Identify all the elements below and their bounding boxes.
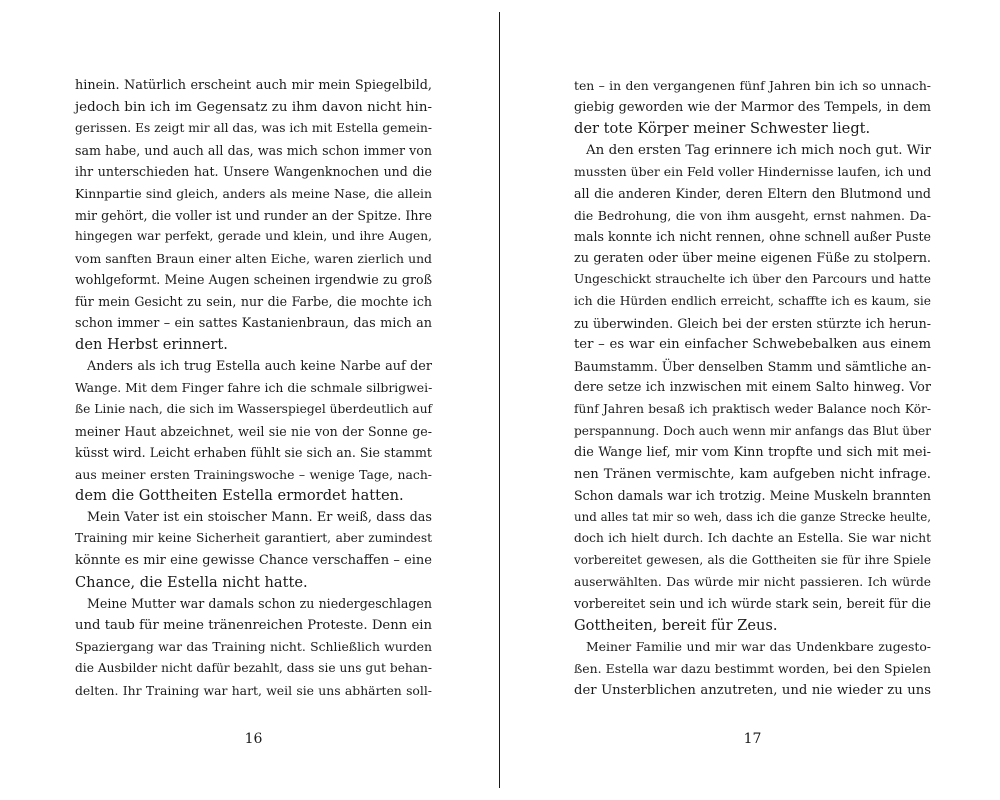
text-line: könnte es mir eine gewisse Chance verschaffen – eine [75, 553, 432, 569]
text-line: vorbereitet gewesen, als die Gottheiten sie für ihre Spiele [574, 553, 931, 568]
text-line: mussten über ein Feld voller Hindernisse laufen, ich und [574, 164, 932, 180]
text-line: dem die Gottheiten Estella ermordet hatten. [75, 487, 404, 505]
text-line: aus meiner ersten Trainingswoche – wenige Tage, nach- [75, 466, 432, 482]
text-line: den Herbst erinnert. [75, 336, 228, 354]
text-line: mals konnte ich nicht rennen, ohne schnell außer Puste [574, 229, 931, 245]
text-line: auserwählten. Das würde mir nicht passieren. Ich würde [574, 574, 931, 589]
text-line: ßen. Estella war dazu bestimmt worden, bei den Spielen [574, 661, 931, 677]
text-line: ten – in den vergangenen fünf Jahren bin ich so unnach- [574, 78, 931, 93]
text-line: Spaziergang war das Training nicht. Schließlich wurden [75, 639, 432, 655]
text-line: ihr unterschieden hat. Unsere Wangenknochen und die [75, 164, 432, 180]
text-line: die Ausbilder nicht dafür bezahlt, dass sie uns gut behan- [75, 661, 432, 676]
text-line: gerissen. Es zeigt mir all das, was ich mit Estella gemein- [75, 121, 432, 136]
text-line: Meiner Familie und mir war das Undenkbare zugesto- [586, 639, 931, 655]
text-line: Gottheiten, bereit für Zeus. [574, 616, 778, 634]
text-line: perspannung. Doch auch wenn mir anfangs das Blut über [574, 423, 931, 438]
text-line: An den ersten Tag erinnere ich mich noch gut. Wir [586, 142, 931, 158]
text-line: wohlgeformt. Meine Augen scheinen irgendwie zu groß [75, 272, 432, 288]
text-line: ich die Hürden endlich erreicht, schaffte ich es kaum, sie [574, 293, 931, 308]
text-line: Mein Vater ist ein stoischer Mann. Er weiß, dass das [87, 509, 432, 525]
text-line: für mein Gesicht zu sein, nur die Farbe, die mochte ich [75, 293, 432, 309]
text-line: fünf Jahren besaß ich praktisch weder Balance noch Kör- [574, 401, 931, 416]
text-line: vom sanften Braun einer alten Eiche, waren zierlich und [75, 250, 432, 266]
text-line: dere setze ich inzwischen mit einem Salto hinweg. Vor [574, 380, 931, 396]
text-line: vorbereitet sein und ich würde stark sein, bereit für die [574, 596, 931, 612]
text-line: schon immer – ein sattes Kastanienbraun, das mich an [75, 315, 432, 331]
text-line: der tote Körper meiner Schwester liegt. [574, 120, 871, 138]
left-page-number: 16 [244, 731, 263, 747]
text-line: Schon damals war ich trotzig. Meine Muskeln brannten [574, 488, 931, 504]
text-line: mir gehört, die voller ist und runder an der Spitze. Ihre [75, 207, 432, 223]
text-line: Kinnpartie sind gleich, anders als meine Nase, die allein [75, 185, 432, 201]
text-line: sam habe, und auch all das, was mich schon immer von [75, 142, 432, 158]
text-line: und alles tat mir so weh, dass ich die ganze Strecke heulte, [574, 509, 931, 524]
text-line: zu geraten oder über meine eigenen Füße zu stolpern. [574, 250, 931, 266]
text-line: Anders als ich trug Estella auch keine Narbe auf der [87, 358, 432, 374]
text-line: die Bedrohung, die von ihm ausgeht, ernst nahmen. Da- [574, 207, 931, 223]
text-line: Ungeschickt strauchelte ich über den Parcours und hatte [574, 272, 931, 287]
text-line: nen Tränen vermischte, kam aufgeben nicht infrage. [574, 466, 931, 482]
text-line: küsst wird. Leicht erhaben fühlt sie sich an. Sie stammt [75, 445, 432, 461]
page-gutter-divider [499, 12, 500, 788]
text-line: all die anderen Kinder, deren Eltern den Blutmond und [574, 185, 931, 201]
text-line: Meine Mutter war damals schon zu niedergeschlagen [87, 596, 432, 612]
text-line: und taub für meine tränenreichen Proteste. Denn ein [75, 617, 432, 633]
text-line: doch ich hielt durch. Ich dachte an Estella. Sie war nicht [574, 531, 931, 546]
right-page-text [574, 75, 931, 701]
text-line: hinein. Natürlich erscheint auch mir mein Spiegelbild, [75, 78, 432, 93]
text-line: der Unsterblichen anzutreten, und nie wieder zu uns [574, 682, 931, 698]
text-line: Baumstamm. Über denselben Stamm und sämtliche an- [574, 358, 931, 374]
right-page-number: 17 [743, 731, 762, 747]
text-line: Chance, die Estella nicht hatte. [75, 573, 308, 591]
text-line: hingegen war perfekt, gerade und klein, und ihre Augen, [75, 229, 432, 244]
text-line: Wange. Mit dem Finger fahre ich die schmale silbrigwei- [75, 380, 433, 396]
text-line: zu überwinden. Gleich bei der ersten stürzte ich herun- [574, 315, 931, 331]
text-line: giebig geworden wie der Marmor des Tempels, in dem [574, 99, 931, 115]
text-line: jedoch bin ich im Gegensatz zu ihm davon nicht hin- [75, 99, 432, 115]
text-line: ße Linie nach, die sich im Wasserspiegel überdeutlich auf [75, 401, 433, 416]
left-page-text [75, 75, 432, 701]
text-line: die Wange lief, mir vom Kinn tropfte und sich mit mei- [574, 445, 931, 461]
text-line: Training mir keine Sicherheit garantiert, aber zumindest [75, 531, 432, 546]
text-line: delten. Ihr Training war hart, weil sie uns abhärten soll- [75, 682, 432, 698]
text-line: meiner Haut abzeichnet, weil sie nie von der Sonne ge- [75, 423, 432, 439]
text-line: ter – es war ein einfacher Schwebebalken aus einem [574, 337, 931, 353]
